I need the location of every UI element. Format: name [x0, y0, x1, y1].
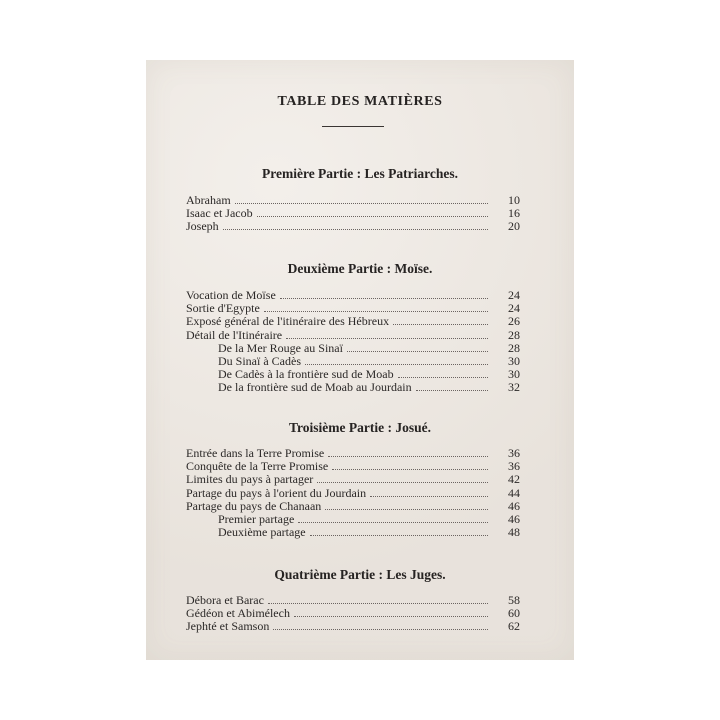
- part-title-4: Quatrième Partie : Les Juges.: [274, 567, 446, 582]
- toc-entry-page: 28: [508, 327, 520, 342]
- toc-entry-page: 42: [508, 472, 520, 487]
- toc-entry: [186, 487, 520, 500]
- toc-entry-label: Conquête de la Terre Promise: [186, 459, 329, 474]
- toc-entry-page: 46: [508, 511, 520, 526]
- dot-leader: [317, 482, 488, 483]
- toc-entry-label: Deuxième partage: [218, 525, 306, 540]
- toc-entry-page: 20: [508, 219, 520, 234]
- toc-entry-page: 28: [508, 340, 520, 355]
- toc-entry-page: 32: [508, 380, 520, 395]
- dot-leader: [347, 351, 488, 352]
- toc-entry-page: 24: [508, 301, 520, 316]
- toc-entry-label: Détail de l'Itinéraire: [186, 327, 283, 342]
- dot-leader: [416, 390, 488, 391]
- toc-entry-label: Du Sinaï à Cadès: [218, 353, 301, 368]
- part-title-2: Deuxième Partie : Moïse.: [287, 261, 433, 276]
- toc-entry-page: 46: [508, 498, 520, 513]
- dot-leader: [286, 338, 488, 339]
- toc-entry-page: 44: [508, 485, 520, 500]
- toc-entry-label: Premier partage: [218, 511, 295, 526]
- toc-entry-page: 36: [508, 459, 520, 474]
- toc-entry-label: Jephté et Samson: [186, 619, 270, 634]
- dot-leader: [294, 616, 488, 617]
- toc-entry-page: 36: [508, 446, 520, 460]
- toc-entry-page: 30: [508, 353, 520, 368]
- part-title-3: Troisième Partie : Josué.: [289, 420, 431, 435]
- dot-leader: [280, 298, 488, 299]
- toc-entry: [186, 500, 520, 513]
- toc-entry-label: Partage du pays de Chanaan: [186, 498, 322, 513]
- toc-entry-label: Entrée dans la Terre Promise: [186, 446, 325, 460]
- toc-entry: [186, 207, 520, 220]
- dot-leader: [298, 522, 488, 523]
- dot-leader: [325, 509, 488, 510]
- toc-entry-label: Vocation de Moïse: [186, 288, 276, 302]
- toc-entry: [186, 329, 520, 342]
- toc-entry-label: Exposé général de l'itinéraire des Hébreux: [186, 314, 390, 329]
- toc-entry-label: Limites du pays à partager: [186, 472, 314, 487]
- toc-entry-label: Joseph: [186, 219, 219, 234]
- toc-entry: [186, 220, 520, 233]
- toc-entry: [186, 620, 520, 633]
- toc-entry-label: Isaac et Jacob: [186, 206, 253, 221]
- title-divider: [322, 126, 384, 127]
- dot-leader: [398, 377, 488, 378]
- toc-entry-label: De Cadès à la frontière sud de Moab: [218, 367, 394, 382]
- toc-entry-label: Abraham: [186, 193, 231, 207]
- toc-entry: [186, 342, 520, 355]
- toc-entry-page: 16: [508, 206, 520, 221]
- dot-leader: [264, 311, 488, 312]
- toc-section-3: [186, 447, 520, 539]
- dot-leader: [223, 229, 488, 230]
- dot-leader: [305, 364, 488, 365]
- dot-leader: [393, 324, 488, 325]
- dot-leader: [235, 203, 488, 204]
- toc-entry: [186, 315, 520, 328]
- page-title: TABLE DES MATIÈRES: [277, 94, 443, 109]
- toc-entry-label: De la frontière sud de Moab au Jourdain: [218, 380, 412, 395]
- part-title-1: Première Partie : Les Patriarches.: [261, 166, 459, 181]
- dot-leader: [268, 603, 488, 604]
- dot-leader: [332, 469, 488, 470]
- dot-leader: [370, 496, 488, 497]
- toc-entry-label: Partage du pays à l'orient du Jourdain: [186, 485, 367, 500]
- toc-entry-page: 62: [508, 619, 520, 634]
- toc-section-2: [186, 289, 520, 395]
- toc-entry-page: 48: [508, 525, 520, 540]
- dot-leader: [257, 216, 488, 217]
- toc-entry-page: 60: [508, 606, 520, 621]
- toc-entry-page: 10: [508, 193, 520, 207]
- toc-entry: [186, 381, 520, 394]
- toc-entry: [186, 473, 520, 486]
- dot-leader: [328, 456, 488, 457]
- toc-entry-label: De la Mer Rouge au Sinaï: [218, 340, 343, 355]
- toc-section-1: [186, 194, 520, 234]
- toc-entry-page: 26: [508, 314, 520, 329]
- toc-entry: [186, 526, 520, 539]
- toc-entry-label: Gédéon et Abimélech: [186, 606, 290, 621]
- toc-section-4: [186, 594, 520, 634]
- toc-entry-label: Sortie d'Egypte: [186, 301, 260, 316]
- toc-entry-page: 24: [508, 288, 520, 302]
- toc-entry-page: 30: [508, 367, 520, 382]
- dot-leader: [310, 535, 488, 536]
- toc-entry-page: 58: [508, 593, 520, 607]
- toc-entry-label: Débora et Barac: [186, 593, 264, 607]
- dot-leader: [273, 629, 488, 630]
